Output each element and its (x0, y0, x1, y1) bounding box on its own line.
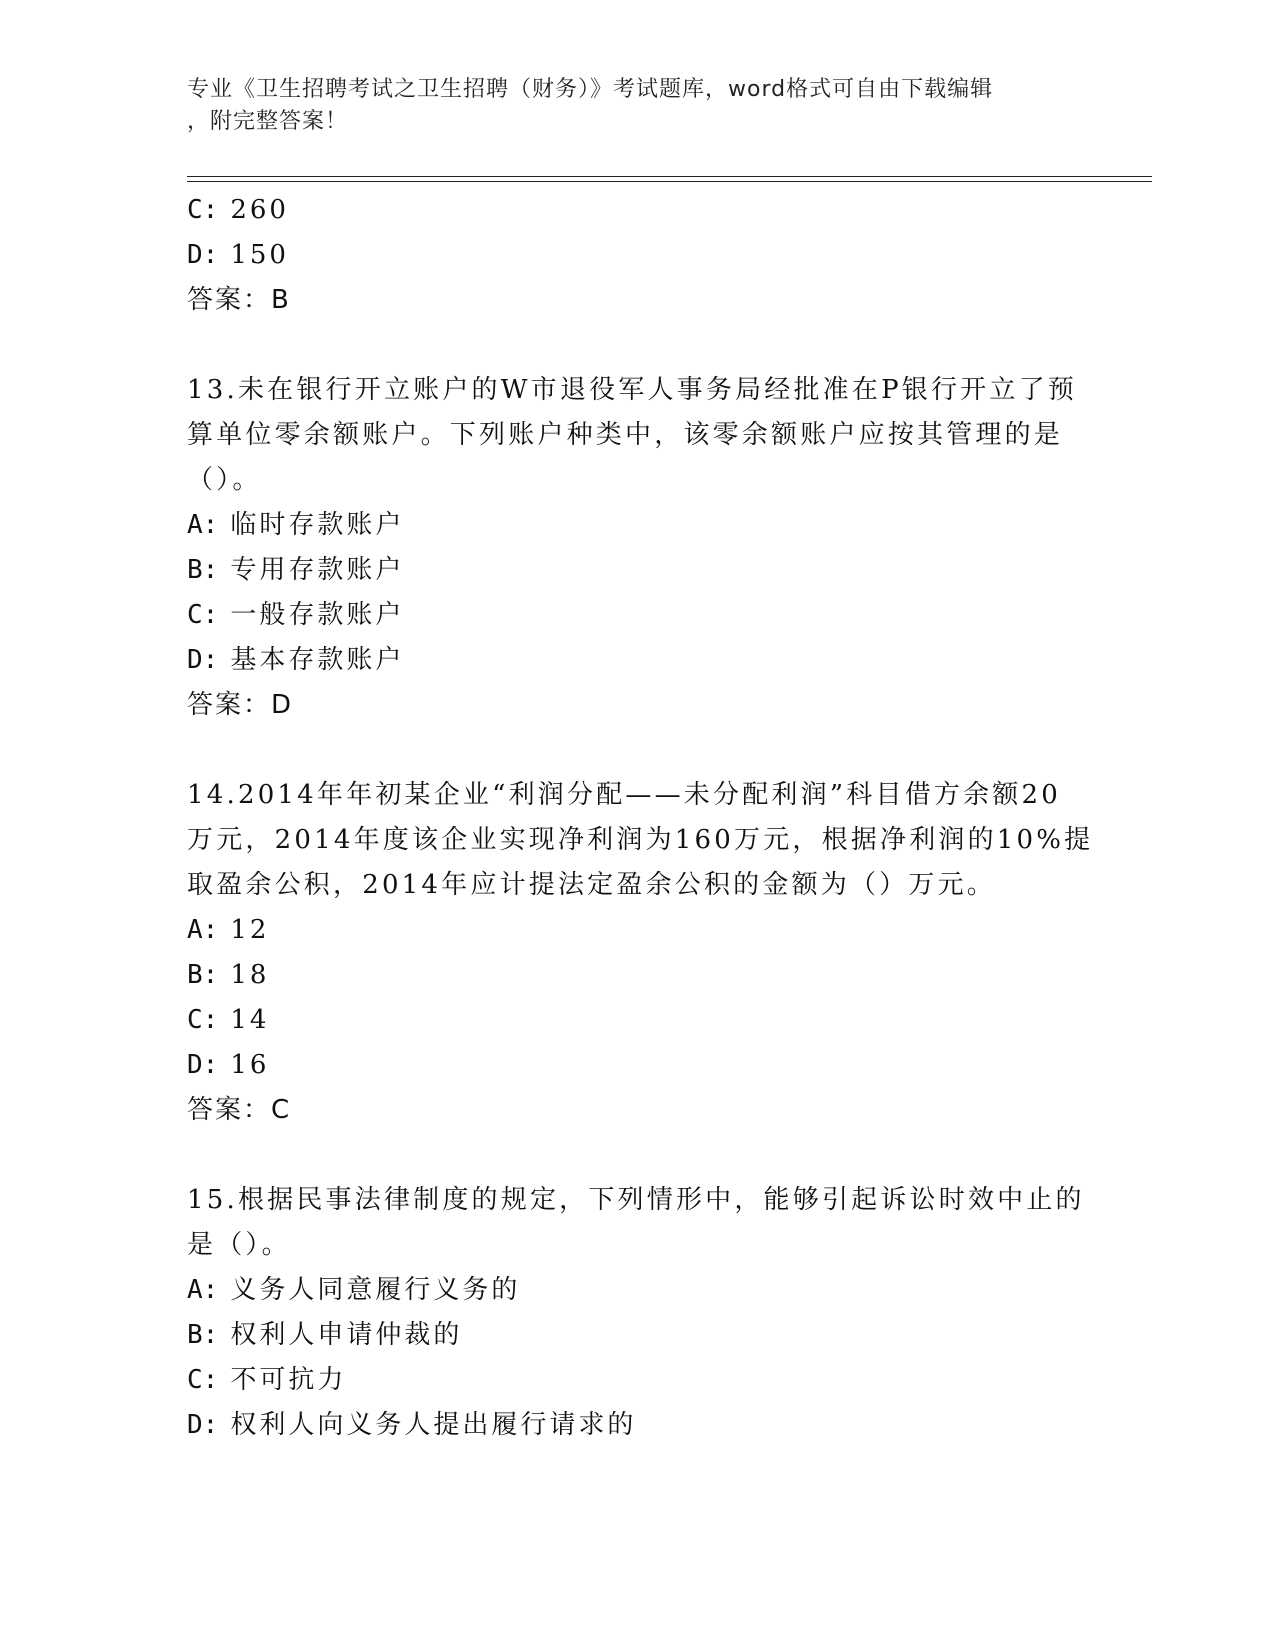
option-text: 专用存款账户 (230, 555, 405, 585)
option-text: 权利人向义务人提出履行请求的 (230, 1410, 637, 1440)
option-row (187, 593, 1087, 638)
option-letter: C: (187, 1365, 219, 1395)
option-row (187, 998, 1087, 1043)
answer-line: 答案：C (187, 1095, 292, 1125)
option-letter: D: (187, 240, 219, 270)
option-letter: D: (187, 1410, 219, 1440)
header-line-1: 专业《卫生招聘考试之卫生招聘（财务）》考试题库，word格式可自由下载编辑 (187, 77, 994, 102)
spacer (187, 1133, 1087, 1178)
option-row (187, 908, 1087, 953)
option-text: 不可抗力 (230, 1365, 347, 1395)
option-text: 临时存款账户 (230, 510, 405, 540)
option-letter: D: (187, 1050, 219, 1080)
question-stem-line: （）。 (187, 465, 262, 495)
question-stem-line: 14.2014年年初某企业“利润分配——未分配利润”科目借方余额20 (187, 780, 1061, 810)
option-letter: B: (187, 960, 219, 990)
option-row (187, 1358, 1087, 1403)
option-letter: B: (187, 555, 219, 585)
option-text: 基本存款账户 (230, 645, 405, 675)
previous-question-tail (187, 188, 1087, 323)
header-divider-bottom (187, 181, 1152, 182)
option-letter: C: (187, 600, 219, 630)
option-row (187, 1268, 1087, 1313)
option-row (187, 1403, 1087, 1448)
option-text: 150 (230, 240, 289, 270)
page-header (187, 74, 1087, 138)
option-text: 260 (230, 195, 289, 225)
answer-line: 答案：D (187, 690, 294, 720)
option-text: 18 (230, 960, 270, 990)
question-list (187, 188, 1094, 1448)
question-stem-line: 13.未在银行开立账户的W市退役军人事务局经批准在P银行开立了预 (187, 375, 1077, 405)
option-row (187, 953, 1087, 998)
option-text: 义务人同意履行义务的 (230, 1275, 521, 1305)
question-15 (187, 1178, 1087, 1448)
answer-line: 答案：B (187, 285, 291, 315)
header-divider-top (187, 176, 1152, 177)
question-stem-line: 取盈余公积，2014年应计提法定盈余公积的金额为（）万元。 (187, 870, 996, 900)
option-letter: A: (187, 915, 219, 945)
option-row (187, 638, 1087, 683)
option-row (187, 188, 1087, 233)
option-row (187, 548, 1087, 593)
spacer (187, 728, 1087, 773)
option-letter: C: (187, 1005, 219, 1035)
question-stem-line: 是（）。 (187, 1230, 291, 1260)
option-row (187, 503, 1087, 548)
option-row (187, 233, 1087, 278)
option-text: 12 (230, 915, 270, 945)
option-row (187, 1313, 1087, 1358)
option-letter: A: (187, 1275, 219, 1305)
question-13 (187, 368, 1087, 728)
option-text: 14 (230, 1005, 270, 1035)
option-text: 16 (230, 1050, 270, 1080)
option-row (187, 1043, 1087, 1088)
question-stem-line: 算单位零余额账户。下列账户种类中，该零余额账户应按其管理的是 (187, 420, 1064, 450)
header-line-2: ，附完整答案！ (187, 109, 349, 134)
option-letter: B: (187, 1320, 219, 1350)
spacer (187, 323, 1087, 368)
option-letter: A: (187, 510, 219, 540)
option-text: 一般存款账户 (230, 600, 405, 630)
question-14 (187, 773, 1094, 1133)
question-stem-line: 15.根据民事法律制度的规定，下列情形中，能够引起诉讼时效中止的 (187, 1185, 1085, 1215)
option-letter: D: (187, 645, 219, 675)
question-stem-line: 万元，2014年度该企业实现净利润为160万元，根据净利润的10%提 (187, 825, 1094, 855)
option-text: 权利人申请仲裁的 (230, 1320, 463, 1350)
option-letter: C: (187, 195, 219, 225)
